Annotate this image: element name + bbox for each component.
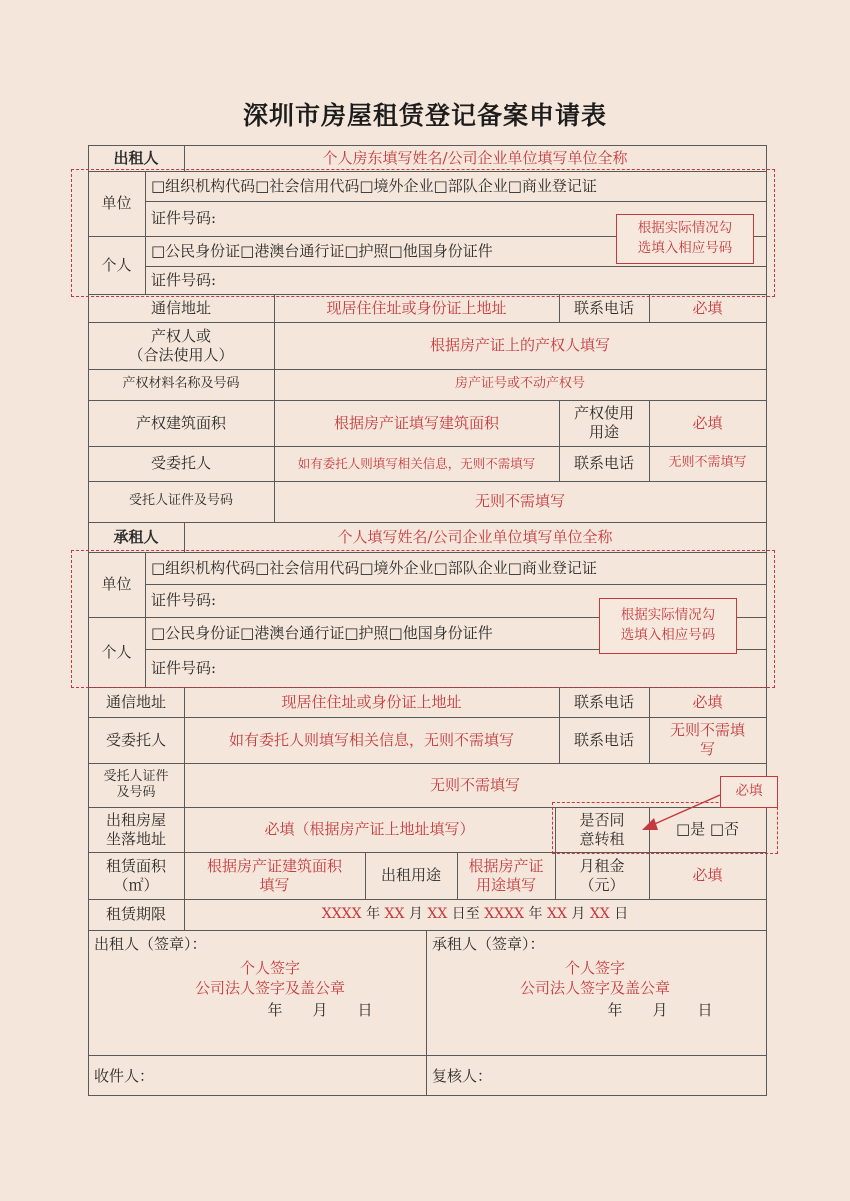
tenant-unit-options[interactable]: □组织机构代码□社会信用代码□境外企业□部队企业□商业登记证: [151, 558, 597, 577]
landlord-agent-cert-hint[interactable]: 无则不需填写: [474, 492, 565, 511]
sublet-options[interactable]: □是 □否: [675, 820, 740, 839]
landlord-name-hint[interactable]: 个人房东填写姓名/公司企业单位填写单位全称: [322, 148, 628, 167]
landlord-agent-cert-label: 受托人证件及号码: [128, 493, 233, 509]
lease-period-label: 租赁期限: [105, 905, 166, 924]
tenant-agent-cert-hint[interactable]: 无则不需填写: [429, 775, 520, 794]
landlord-agent-label: 受委托人: [150, 454, 211, 473]
landlord-agent-phone-label: 联系电话: [573, 454, 634, 473]
property-use-hint[interactable]: 必填: [692, 413, 723, 432]
landlord-signature-label: 出租人（签章）：: [94, 934, 207, 953]
rent-hint[interactable]: 必填: [692, 866, 723, 885]
tenant-phone-hint[interactable]: 必填: [692, 692, 723, 711]
landlord-person-options[interactable]: □公民身份证□港澳台通行证□护照□他国身份证件: [151, 241, 493, 260]
tenant-person-label: 个人: [101, 642, 132, 661]
lease-period-value[interactable]: XXXX 年 XX 月 XX 日至 XXXX 年 XX 月 XX 日: [321, 905, 629, 922]
property-doc-hint[interactable]: 房产证号或不动产权号: [454, 376, 585, 392]
property-use-label: 产权使用 用途: [573, 404, 634, 441]
lease-use-label: 出租用途: [380, 866, 441, 885]
landlord-signature-date[interactable]: 年 月 日: [267, 1000, 373, 1019]
tenant-person-cert-label: 证件号码:: [151, 658, 217, 677]
landlord-phone-hint[interactable]: 必填: [692, 298, 723, 317]
landlord-unit-label: 单位: [101, 194, 132, 213]
landlord-address-hint[interactable]: 现居住住址或身份证上地址: [326, 298, 507, 317]
landlord-signature-hint-1[interactable]: 个人签字: [239, 958, 300, 977]
reviewer-label[interactable]: 复核人：: [432, 1066, 493, 1085]
property-doc-label: 产权材料名称及号码: [122, 376, 240, 392]
lease-use-hint[interactable]: 根据房产证 用途填写: [468, 856, 544, 894]
lease-area-label: 租赁面积 （㎡）: [105, 856, 166, 894]
tenant-id-note: 根据实际情况勾 选填入相应号码: [599, 598, 737, 654]
landlord-id-note: 根据实际情况勾 选填入相应号码: [616, 214, 754, 264]
tenant-agent-label: 受委托人: [105, 730, 166, 749]
tenant-address-label: 通信地址: [105, 692, 166, 711]
tenant-agent-hint[interactable]: 如有委托人则填写相关信息，无则不需填写: [228, 730, 514, 749]
rent-label: 月租金 （元）: [579, 856, 625, 894]
tenant-address-hint[interactable]: 现居住住址或身份证上地址: [281, 692, 462, 711]
receiver-label[interactable]: 收件人：: [94, 1066, 155, 1085]
landlord-phone-label: 联系电话: [573, 298, 634, 317]
tenant-signature-hint-1[interactable]: 个人签字: [564, 958, 625, 977]
tenant-name-hint[interactable]: 个人填写姓名/公司企业单位填写单位全称: [337, 527, 613, 546]
tenant-agent-phone-hint[interactable]: 无则不需填 写: [669, 721, 745, 758]
landlord-signature-hint-2[interactable]: 公司法人签字及盖公章: [194, 978, 345, 997]
tenant-person-options[interactable]: □公民身份证□港澳台通行证□护照□他国身份证件: [151, 623, 493, 642]
property-area-hint[interactable]: 根据房产证填写建筑面积: [333, 413, 499, 432]
location-label: 出租房屋 坐落地址: [105, 810, 166, 848]
lease-area-hint[interactable]: 根据房产证建筑面积 填写: [206, 856, 342, 894]
owner-label: 产权人或 （合法使用人）: [128, 326, 234, 364]
landlord-address-label: 通信地址: [150, 298, 211, 317]
tenant-label: 承租人: [113, 527, 159, 546]
landlord-person-cert-label: 证件号码:: [151, 270, 217, 289]
landlord-person-label: 个人: [101, 255, 132, 274]
sublet-arrow-icon: [630, 790, 730, 840]
sublet-note: 必填: [720, 776, 778, 808]
page-title: 深圳市房屋租赁登记备案申请表: [242, 101, 607, 130]
sublet-label: 是否同 意转租: [579, 810, 625, 848]
owner-hint[interactable]: 根据房产证上的产权人填写: [429, 336, 610, 355]
landlord-label: 出租人: [113, 148, 159, 167]
location-hint[interactable]: 必填（根据房产证上地址填写）: [264, 820, 475, 839]
tenant-unit-cert-label: 证件号码:: [151, 591, 217, 610]
tenant-signature-label: 承租人（签章）：: [432, 934, 545, 953]
tenant-phone-label: 联系电话: [573, 692, 634, 711]
landlord-unit-options[interactable]: □组织机构代码□社会信用代码□境外企业□部队企业□商业登记证: [151, 176, 597, 195]
tenant-unit-label: 单位: [101, 575, 132, 594]
landlord-unit-cert-label: 证件号码:: [151, 209, 217, 228]
tenant-signature-hint-2[interactable]: 公司法人签字及盖公章: [519, 978, 670, 997]
property-area-label: 产权建筑面积: [135, 413, 226, 432]
landlord-agent-hint[interactable]: 如有委托人则填写相关信息，无则不需填写: [297, 455, 536, 471]
tenant-signature-date[interactable]: 年 月 日: [607, 1000, 713, 1019]
tenant-agent-phone-label: 联系电话: [573, 730, 634, 749]
landlord-agent-phone-hint[interactable]: 无则不需填写: [668, 455, 747, 471]
tenant-agent-cert-label: 受托人证件 及号码: [103, 768, 169, 800]
